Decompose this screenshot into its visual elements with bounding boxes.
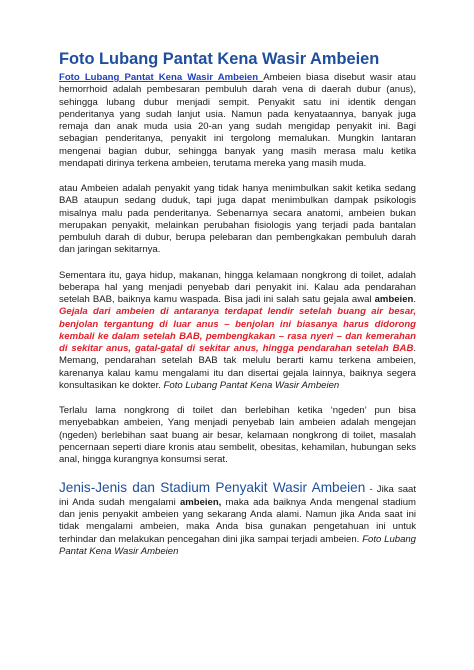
stages-intro-text: - Jika saat ini Anda sudah mengalami [59,484,416,508]
symptoms-intro-text: Sementara itu, gaya hidup, makanan, hingga kelamaan nongkrong di toilet, adalah beberapa hal yang menjadi penyebab dari penyakit ini. Kalau ada pendarahan setelah BAB, baiknya kamu waspada. Bisa jadi ini salah satu gejala awal [59,269,416,305]
stages-body-text: maka ada baiknya Anda mengenal stadium dan jenis penyakit ambeien yang sekarang Anda alami. Namun jika Anda saat ini tidak mengalami ambeien, maka Anda bisa gunakan pengetahuan ini untuk terhindar dan melakukan pencegahan dini jika sampai terjadi ambeien. [59,496,416,545]
title-link[interactable]: Foto Lubang Pantat Kena Wasir Ambeien [59,72,264,83]
page-title: Foto Lubang Pantat Kena Wasir Ambeien [59,50,380,68]
symptoms-period: . [413,294,416,305]
symptoms-italic-caption: Foto Lubang Pantat Kena Wasir Ambeien [163,379,340,391]
stages-italic-caption: Foto Lubang Pantat Kena Wasir Ambeien [59,533,416,557]
symptoms-followup-text: . Memang, pendarahan setelah BAB tak melulu berarti kamu terkena ambeien, karenanya kalau kamu mengalami itu dan disertai gejala lainnya, baiknya segera konsultasikan ke dokter. [59,343,416,391]
stages-bold-term: ambeien, [179,496,222,508]
paragraph-causes: Terlalu lama nongkrong di toilet dan berlebihan ketika ‘ngeden’ pun bisa menyebabkan ambeien, Yang menjadi penyebab lain ambeien adalah mengejan (ngeden) berlebihan saat buang air besar, kelamaan nongkrong di toilet, masalah pencernaan seperti diare kronis atau sembelit, obesitas, kehamilan, hubungan seks anal, hingga kurangnya konsumsi serat. [59,405,416,465]
symptoms-highlight: Gejala dari ambeien di antaranya terdapat lendir setelah buang air besar, benjolan tergantung di luar anus – benjolan ini biasanya harus didorong kembali ke dalam setelah BAB, pembengkakan – rasa nyeri – dan kemerahan di sekitar anus, gatal-gatal di sekitar anus, hingga pendarahan setelah BAB [59,306,416,354]
paragraph-symptoms [59,270,416,393]
paragraph-anatomy: atau Ambeien adalah penyakit yang tidak hanya menimbulkan sakit ketika sedang BAB ataupun sedang duduk, tapi juga dapat menimbulkan dampak psikologis misalnya malu pada penderitanya. Sebenarnya secara anatomi, ambeien bukan merupakan penyakit, melainkan perubahan fisiologis yang terjadi pada bantalan pembuluh darah di dubur, berupa pelebaran dan pembengkakan pembuluh darah dan jaringan sekitarnya. [59,183,416,256]
paragraph-intro-text: Ambeien biasa disebut wasir atau hemorrhoid adalah pembesaran pembuluh darah vena di daerah dubur (anus), sehingga lubang dubur menjadi sempit. Penyakit satu ini identik dengan penderitanya yang sudah lanjut usia. Namun pada kenyataannya, banyak juga remaja dan anak muda usia 20-an yang sudah mengidap penyakit ini. Bagi sebagian penderitanya, penyakit ini tergolong memalukan. Mungkin lantaran mengenai bagian dubur, sehingga banyak yang masih merasa malu ketika mendapati dirinya terkena ambeien, terutama mereka yang masih muda. [59,72,416,169]
stages-heading: Jenis-Jenis dan Stadium Penyakit Wasir Ambeien [59,480,366,496]
paragraph-stages [59,480,416,558]
ambeien-bold-term: ambeien [374,294,414,305]
paragraph-intro [59,72,416,170]
article-body [59,50,416,558]
